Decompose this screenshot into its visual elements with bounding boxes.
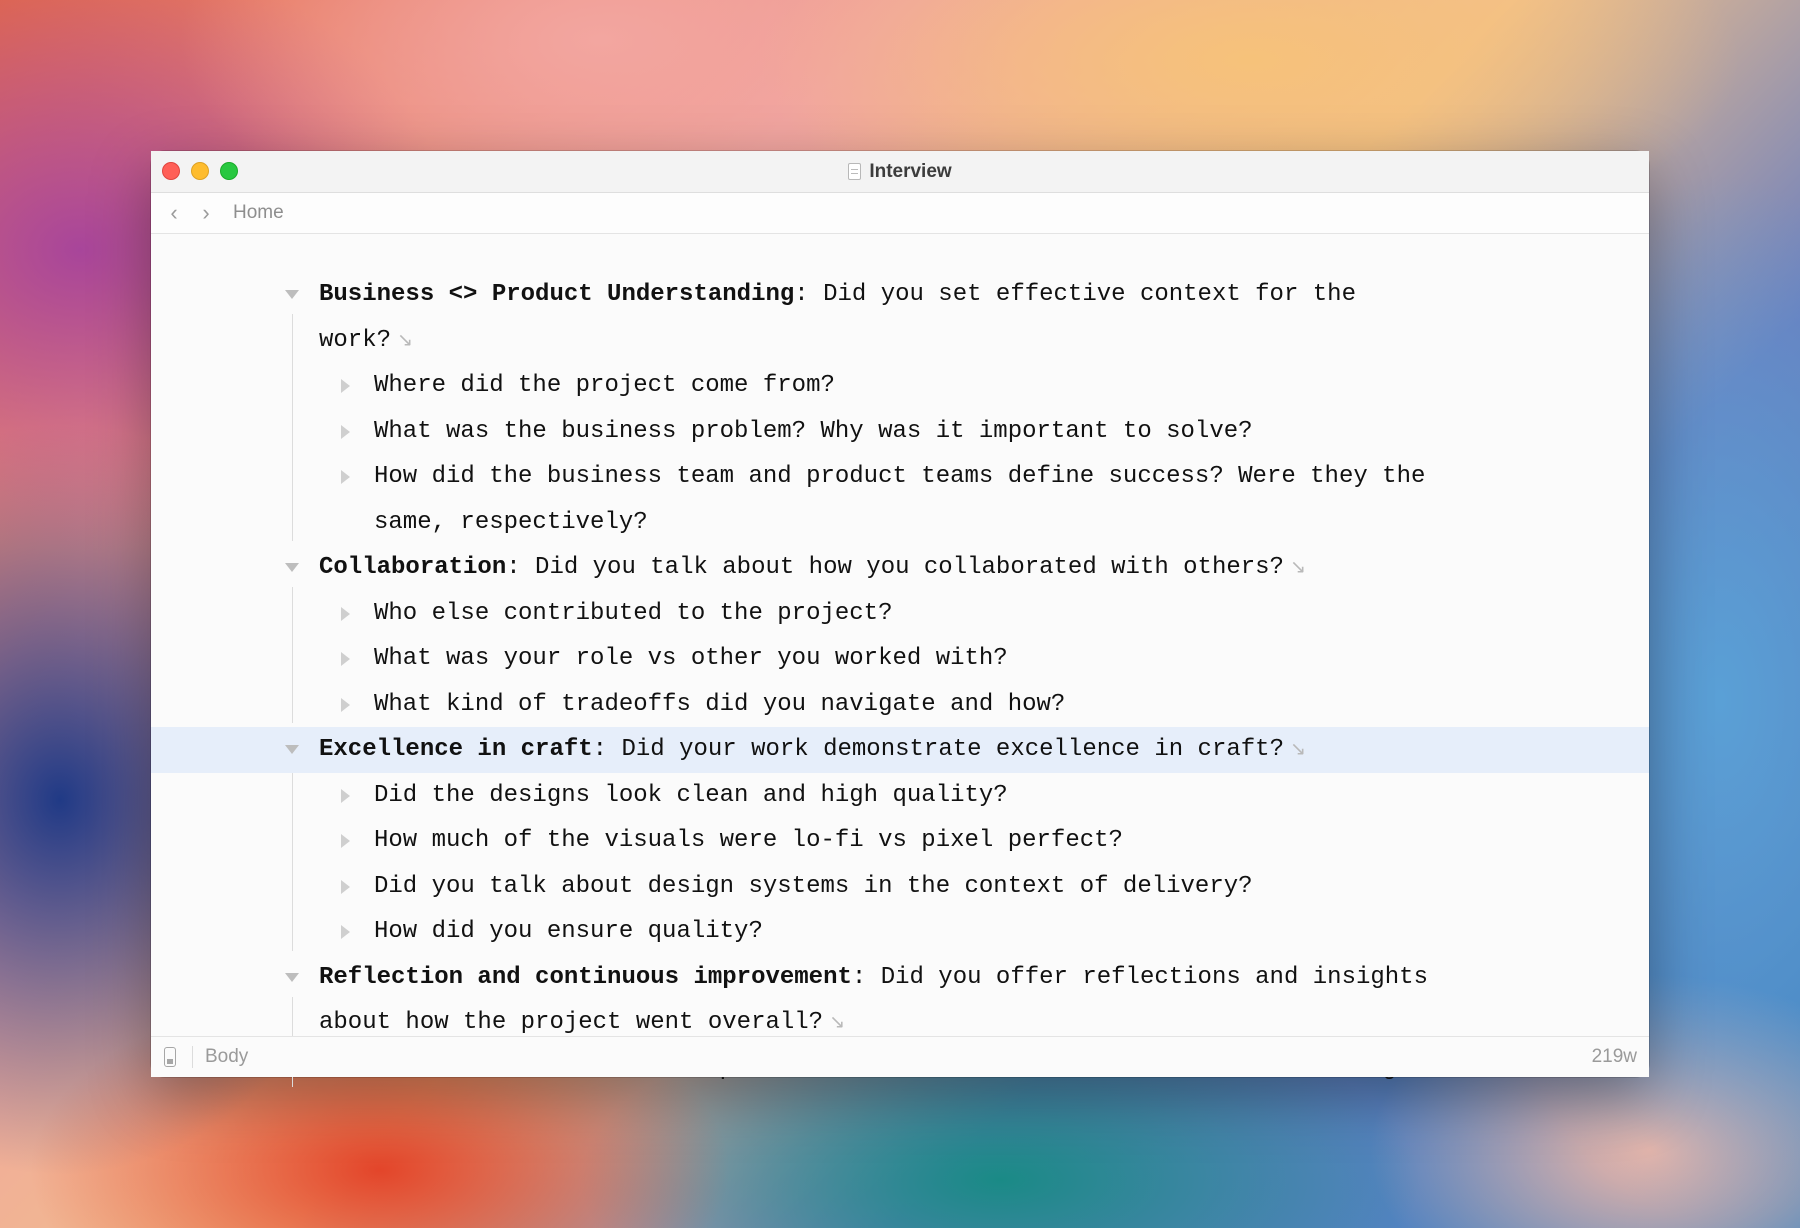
child-text: How did you ensure quality? <box>374 918 763 945</box>
zoom-button[interactable] <box>220 162 238 180</box>
link-arrow-icon[interactable]: ↘ <box>829 1011 846 1033</box>
outline-child-row[interactable] <box>151 682 1649 728</box>
close-button[interactable] <box>162 162 180 180</box>
window-title-group <box>848 161 951 183</box>
outline-child-row[interactable] <box>151 363 1649 409</box>
status-bar <box>151 1036 1649 1077</box>
heading-title: Business <> Product Understanding <box>319 281 795 308</box>
heading-question: : Did you talk about how you collaborated with others? <box>506 554 1284 581</box>
collapse-triangle-icon[interactable] <box>285 973 299 982</box>
outline-heading-row[interactable] <box>151 727 1649 773</box>
device-preview-icon[interactable] <box>164 1047 176 1067</box>
window-title: Interview <box>869 160 952 182</box>
outline-section <box>151 272 1649 545</box>
window-controls <box>162 162 238 180</box>
document-icon <box>848 163 861 180</box>
heading-text <box>319 545 1439 591</box>
collapse-triangle-icon[interactable] <box>285 290 299 299</box>
expand-triangle-icon[interactable] <box>341 379 350 393</box>
outline <box>151 234 1649 1091</box>
heading-question: : Did you set effective context for the work? <box>319 281 1371 354</box>
outline-section <box>151 545 1649 727</box>
outline-section <box>151 727 1649 955</box>
expand-triangle-icon[interactable] <box>341 652 350 666</box>
app-window <box>151 151 1649 1077</box>
link-arrow-icon[interactable]: ↘ <box>1289 556 1306 578</box>
child-text: What was the business problem? Why was it important to solve? <box>374 417 1253 445</box>
expand-triangle-icon[interactable] <box>341 425 350 439</box>
child-text: Did the designs look clean and high quality? <box>374 781 1008 809</box>
expand-triangle-icon[interactable] <box>341 607 350 621</box>
heading-question: : Did you offer reflections and insights about how the project went overall? <box>319 963 1443 1036</box>
collapse-triangle-icon[interactable] <box>285 563 299 572</box>
outline-child-row[interactable] <box>151 409 1649 455</box>
child-text: Where did the project come from? <box>374 372 835 399</box>
navigation-bar <box>151 193 1649 234</box>
child-text: Who else contributed to the project? <box>374 599 893 627</box>
child-text: What kind of tradeoffs did you navigate and how? <box>374 690 1066 718</box>
forward-button[interactable]: › <box>202 200 210 225</box>
heading-title: Reflection and continuous improvement <box>319 963 852 991</box>
child-text: What was your role vs other you worked with? <box>374 645 1008 672</box>
heading-text <box>319 272 1439 363</box>
outline-child-row[interactable] <box>151 454 1649 545</box>
heading-title: Excellence in craft <box>319 736 593 763</box>
word-count[interactable]: 219w <box>1591 1046 1637 1067</box>
expand-triangle-icon[interactable] <box>341 880 350 894</box>
heading-title: Collaboration <box>319 554 507 581</box>
outline-child-row[interactable] <box>151 591 1649 637</box>
title-bar <box>151 151 1649 193</box>
collapse-triangle-icon[interactable] <box>285 745 299 754</box>
paragraph-style[interactable]: Body <box>205 1046 249 1067</box>
expand-triangle-icon[interactable] <box>341 834 350 848</box>
child-text: Did you talk about design systems in the context of delivery? <box>374 872 1253 900</box>
minimize-button[interactable] <box>191 162 209 180</box>
expand-triangle-icon[interactable] <box>341 789 350 803</box>
status-divider <box>192 1046 193 1068</box>
expand-triangle-icon[interactable] <box>341 925 350 939</box>
outline-child-row[interactable] <box>151 636 1649 682</box>
link-arrow-icon[interactable]: ↘ <box>397 328 413 351</box>
link-arrow-icon[interactable]: ↘ <box>1289 738 1306 760</box>
outline-heading-row[interactable] <box>151 545 1649 591</box>
heading-text <box>319 955 1443 1046</box>
outline-heading-row[interactable] <box>151 272 1649 363</box>
outline-child-row[interactable] <box>151 909 1649 955</box>
outline-child-row[interactable] <box>151 818 1649 864</box>
outline-child-row[interactable] <box>151 773 1649 819</box>
expand-triangle-icon[interactable] <box>341 470 350 484</box>
outline-heading-row[interactable] <box>151 955 1649 1046</box>
breadcrumb-home[interactable]: Home <box>233 202 284 223</box>
child-text: How did the business team and product teams define success? Were they the same, respectively? <box>374 463 1440 536</box>
expand-triangle-icon[interactable] <box>341 698 350 712</box>
heading-text <box>319 727 1439 773</box>
heading-question: : Did your work demonstrate excellence in craft? <box>592 736 1284 763</box>
child-text: How much of the visuals were lo-fi vs pixel perfect? <box>374 827 1123 854</box>
outline-child-row[interactable] <box>151 864 1649 910</box>
back-button[interactable]: ‹ <box>170 200 178 225</box>
editor-content[interactable] <box>151 234 1649 1037</box>
